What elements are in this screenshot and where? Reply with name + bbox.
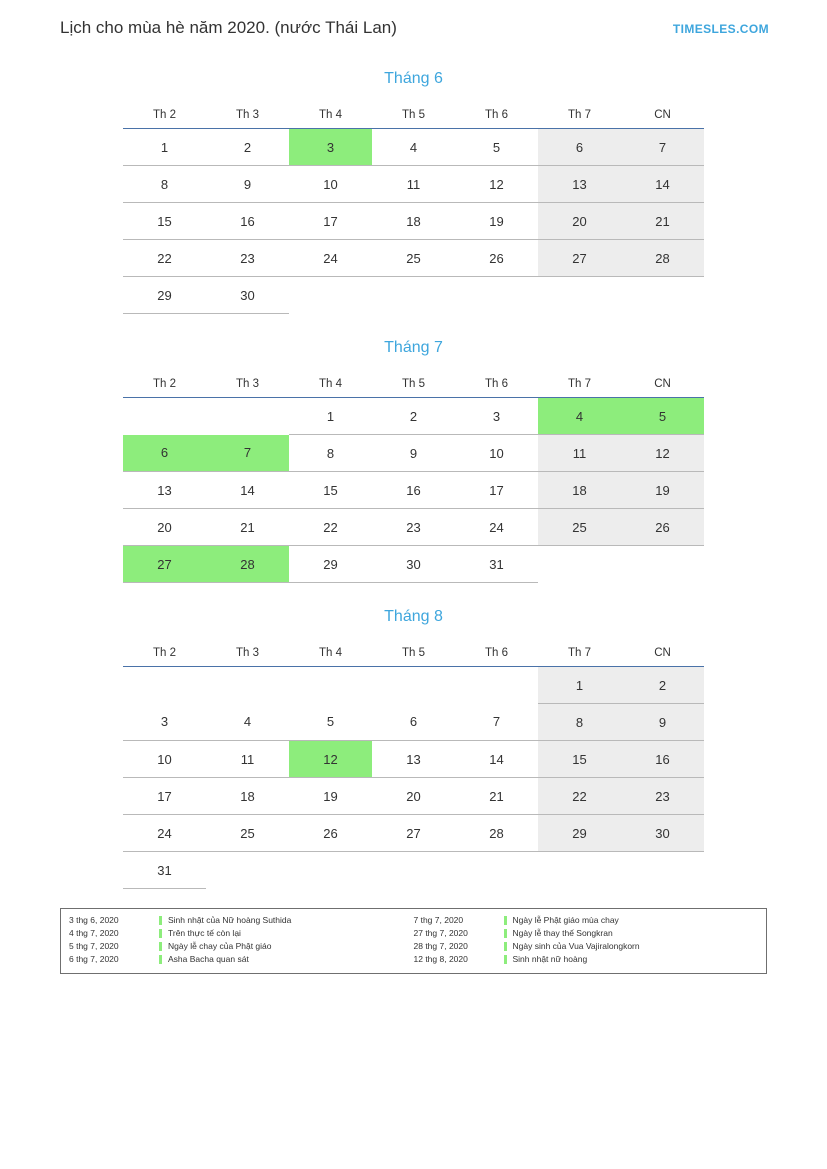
month-title: Tháng 7 [384, 339, 443, 356]
day-cell[interactable]: 5 [289, 704, 372, 741]
day-cell-holiday[interactable]: 7 [206, 435, 289, 472]
day-cell[interactable]: 2 [206, 129, 289, 166]
weekday-header: Th 7 [538, 102, 621, 129]
day-cell-weekend[interactable]: 7 [621, 129, 704, 166]
legend-item [69, 928, 414, 939]
weekday-header: Th 5 [372, 102, 455, 129]
day-cell[interactable]: 26 [455, 240, 538, 277]
week-row [123, 472, 704, 509]
day-cell-empty [455, 277, 538, 314]
day-cell[interactable]: 22 [289, 509, 372, 546]
day-cell[interactable]: 4 [372, 129, 455, 166]
day-cell[interactable]: 16 [372, 472, 455, 509]
day-cell-weekend[interactable]: 28 [621, 240, 704, 277]
legend-column-left [69, 915, 414, 965]
legend-label: Trên thực tế còn lại [168, 928, 241, 938]
day-cell-weekend[interactable]: 18 [538, 472, 621, 509]
weekday-header: Th 3 [206, 102, 289, 129]
weekday-header-row [123, 371, 704, 398]
calendar-table [123, 640, 704, 889]
weekday-header: CN [621, 371, 704, 398]
day-cell[interactable]: 4 [206, 704, 289, 741]
weekday-header-row [123, 102, 704, 129]
day-cell-weekend[interactable]: 21 [621, 203, 704, 240]
weekday-header: Th 2 [123, 371, 206, 398]
day-cell[interactable]: 24 [289, 240, 372, 277]
day-cell-empty [372, 667, 455, 704]
week-row [123, 778, 704, 815]
weekday-header: CN [621, 102, 704, 129]
day-cell-weekend[interactable]: 20 [538, 203, 621, 240]
legend-item [414, 954, 759, 965]
week-row [123, 277, 704, 314]
day-cell[interactable]: 24 [455, 509, 538, 546]
day-cell[interactable]: 24 [123, 815, 206, 852]
legend-color-swatch [159, 942, 162, 951]
day-cell-weekend[interactable]: 14 [621, 166, 704, 203]
legend-color-swatch [159, 916, 162, 925]
day-cell[interactable]: 15 [289, 472, 372, 509]
week-row [123, 667, 704, 704]
day-cell[interactable]: 17 [289, 203, 372, 240]
day-cell[interactable]: 7 [455, 704, 538, 741]
weekday-header: Th 4 [289, 640, 372, 667]
day-cell[interactable]: 9 [372, 435, 455, 472]
day-cell[interactable]: 9 [206, 166, 289, 203]
day-cell-empty [123, 398, 206, 435]
day-cell[interactable]: 19 [455, 203, 538, 240]
legend-color-swatch [504, 942, 507, 951]
day-cell[interactable]: 1 [123, 129, 206, 166]
page-title: Lịch cho mùa hè năm 2020. (nước Thái Lan) [60, 18, 397, 37]
day-cell[interactable]: 18 [206, 778, 289, 815]
day-cell-empty [538, 852, 621, 889]
day-cell-empty [455, 852, 538, 889]
legend-color-swatch [159, 955, 162, 964]
weekday-header: Th 5 [372, 371, 455, 398]
legend-date: 6 thg 7, 2020 [69, 954, 119, 964]
weekday-header: Th 5 [372, 640, 455, 667]
weekday-header: Th 6 [455, 371, 538, 398]
legend-date: 27 thg 7, 2020 [413, 928, 468, 938]
day-cell[interactable]: 10 [455, 435, 538, 472]
weekday-header: Th 2 [123, 102, 206, 129]
day-cell-weekend[interactable]: 19 [621, 472, 704, 509]
legend-item [414, 928, 759, 939]
week-row [123, 546, 704, 583]
day-cell-empty [621, 277, 704, 314]
day-cell[interactable]: 27 [372, 815, 455, 852]
day-cell[interactable]: 18 [372, 203, 455, 240]
week-row [123, 704, 704, 741]
day-cell-weekend[interactable]: 15 [538, 741, 621, 778]
day-cell[interactable]: 14 [206, 472, 289, 509]
legend-label: Sinh nhật nữ hoàng [512, 954, 588, 964]
day-cell[interactable]: 26 [289, 815, 372, 852]
day-cell-weekend[interactable]: 2 [621, 667, 704, 704]
day-cell[interactable]: 20 [123, 509, 206, 546]
week-row [123, 815, 704, 852]
day-cell[interactable]: 21 [455, 778, 538, 815]
brand-logo: TIMESLES.COM [672, 22, 769, 36]
weekday-header: Th 3 [206, 640, 289, 667]
day-cell[interactable]: 31 [455, 546, 538, 583]
day-cell-empty [206, 667, 289, 704]
month-grid-june [0, 102, 827, 314]
day-cell-empty [621, 546, 704, 583]
day-cell[interactable]: 16 [206, 203, 289, 240]
day-cell[interactable]: 8 [123, 166, 206, 203]
day-cell[interactable]: 29 [289, 546, 372, 583]
weekday-header-row [123, 640, 704, 667]
day-cell-empty [372, 277, 455, 314]
day-cell-weekend[interactable]: 23 [621, 778, 704, 815]
day-cell-empty [123, 667, 206, 704]
day-cell[interactable]: 20 [372, 778, 455, 815]
page-header [0, 18, 827, 48]
day-cell-weekend[interactable]: 8 [538, 704, 621, 741]
legend-item [69, 941, 414, 952]
day-cell[interactable]: 21 [206, 509, 289, 546]
legend-color-swatch [159, 929, 162, 938]
day-cell[interactable]: 1 [289, 398, 372, 435]
day-cell-weekend[interactable]: 12 [621, 435, 704, 472]
legend-item [69, 954, 414, 965]
legend-label: Ngày lễ Phật giáo mùa chay [512, 915, 619, 925]
legend-column-right [414, 915, 759, 965]
day-cell-holiday[interactable]: 5 [621, 398, 704, 435]
day-cell[interactable]: 23 [372, 509, 455, 546]
month-title: Tháng 8 [384, 608, 443, 625]
day-cell[interactable]: 23 [206, 240, 289, 277]
week-row [123, 852, 704, 889]
day-cell[interactable]: 10 [123, 741, 206, 778]
day-cell-weekend[interactable]: 13 [538, 166, 621, 203]
legend-date: 4 thg 7, 2020 [69, 928, 119, 938]
legend-label: Ngày sinh của Vua Vajiralongkorn [512, 941, 640, 951]
day-cell-weekend[interactable]: 16 [621, 741, 704, 778]
day-cell[interactable]: 3 [123, 704, 206, 741]
legend-date: 12 thg 8, 2020 [413, 954, 468, 964]
legend-date: 5 thg 7, 2020 [69, 941, 119, 951]
day-cell-holiday[interactable]: 6 [123, 435, 206, 472]
day-cell[interactable]: 19 [289, 778, 372, 815]
weekday-header: Th 4 [289, 102, 372, 129]
legend-color-swatch [504, 929, 507, 938]
legend-label: Ngày lễ chay của Phật giáo [168, 941, 272, 951]
day-cell-holiday[interactable]: 12 [289, 741, 372, 778]
day-cell-weekend[interactable]: 29 [538, 815, 621, 852]
day-cell[interactable]: 17 [123, 778, 206, 815]
month-grid-august [0, 640, 827, 889]
legend-label: Ngày lễ thay thế Songkran [512, 928, 613, 938]
week-row [123, 398, 704, 435]
day-cell[interactable]: 14 [455, 741, 538, 778]
day-cell[interactable]: 3 [455, 398, 538, 435]
day-cell-empty [372, 852, 455, 889]
day-cell-empty [289, 852, 372, 889]
legend-item [414, 941, 759, 952]
week-row [123, 435, 704, 472]
week-row [123, 240, 704, 277]
day-cell[interactable]: 13 [372, 741, 455, 778]
day-cell-weekend[interactable]: 27 [538, 240, 621, 277]
day-cell-holiday[interactable]: 4 [538, 398, 621, 435]
day-cell-weekend[interactable]: 9 [621, 704, 704, 741]
day-cell-holiday[interactable]: 28 [206, 546, 289, 583]
weekday-header: Th 4 [289, 371, 372, 398]
legend-label: Asha Bacha quan sát [168, 954, 249, 964]
month-block-july [0, 339, 827, 583]
day-cell[interactable]: 12 [455, 166, 538, 203]
week-row [123, 509, 704, 546]
day-cell-weekend[interactable]: 6 [538, 129, 621, 166]
day-cell-empty [538, 277, 621, 314]
legend-item [69, 915, 414, 926]
day-cell[interactable]: 17 [455, 472, 538, 509]
week-row [123, 203, 704, 240]
day-cell-weekend[interactable]: 25 [538, 509, 621, 546]
day-cell[interactable]: 15 [123, 203, 206, 240]
day-cell[interactable]: 28 [455, 815, 538, 852]
day-cell-weekend[interactable]: 1 [538, 667, 621, 704]
weekday-header: Th 3 [206, 371, 289, 398]
legend-item [414, 915, 759, 926]
legend-box [60, 908, 767, 974]
day-cell[interactable]: 5 [455, 129, 538, 166]
weekday-header: Th 2 [123, 640, 206, 667]
day-cell-weekend[interactable]: 22 [538, 778, 621, 815]
month-block-june [0, 70, 827, 314]
day-cell[interactable]: 22 [123, 240, 206, 277]
day-cell[interactable]: 11 [372, 166, 455, 203]
month-block-august [0, 608, 827, 889]
weekday-header: Th 6 [455, 640, 538, 667]
day-cell-empty [621, 852, 704, 889]
calendar-table [123, 371, 704, 583]
legend-date: 28 thg 7, 2020 [413, 941, 468, 951]
day-cell[interactable]: 11 [206, 741, 289, 778]
weekday-header: CN [621, 640, 704, 667]
weekday-header: Th 7 [538, 371, 621, 398]
day-cell[interactable]: 6 [372, 704, 455, 741]
weekday-header: Th 7 [538, 640, 621, 667]
day-cell[interactable]: 31 [123, 852, 206, 889]
day-cell-weekend[interactable]: 30 [621, 815, 704, 852]
calendar-table [123, 102, 704, 314]
legend-date: 7 thg 7, 2020 [413, 915, 464, 925]
day-cell-empty [206, 398, 289, 435]
day-cell-weekend[interactable]: 11 [538, 435, 621, 472]
day-cell[interactable]: 29 [123, 277, 206, 314]
month-grid-july [0, 371, 827, 583]
day-cell[interactable]: 13 [123, 472, 206, 509]
day-cell-empty [289, 667, 372, 704]
day-cell[interactable]: 30 [372, 546, 455, 583]
legend-color-swatch [504, 955, 507, 964]
day-cell-holiday[interactable]: 27 [123, 546, 206, 583]
week-row [123, 166, 704, 203]
legend-label: Sinh nhật của Nữ hoàng Suthida [168, 915, 292, 925]
day-cell[interactable]: 25 [372, 240, 455, 277]
legend-color-swatch [504, 916, 507, 925]
day-cell-empty [289, 277, 372, 314]
weekday-header: Th 6 [455, 102, 538, 129]
day-cell[interactable]: 10 [289, 166, 372, 203]
day-cell[interactable]: 8 [289, 435, 372, 472]
legend-date: 3 thg 6, 2020 [69, 915, 119, 925]
month-title: Tháng 6 [384, 70, 443, 87]
day-cell-empty [206, 852, 289, 889]
day-cell[interactable]: 30 [206, 277, 289, 314]
day-cell-weekend[interactable]: 26 [621, 509, 704, 546]
day-cell[interactable]: 2 [372, 398, 455, 435]
day-cell-empty [455, 667, 538, 704]
day-cell-empty [538, 546, 621, 583]
week-row [123, 741, 704, 778]
day-cell-holiday[interactable]: 3 [289, 129, 372, 166]
week-row [123, 129, 704, 166]
day-cell[interactable]: 25 [206, 815, 289, 852]
